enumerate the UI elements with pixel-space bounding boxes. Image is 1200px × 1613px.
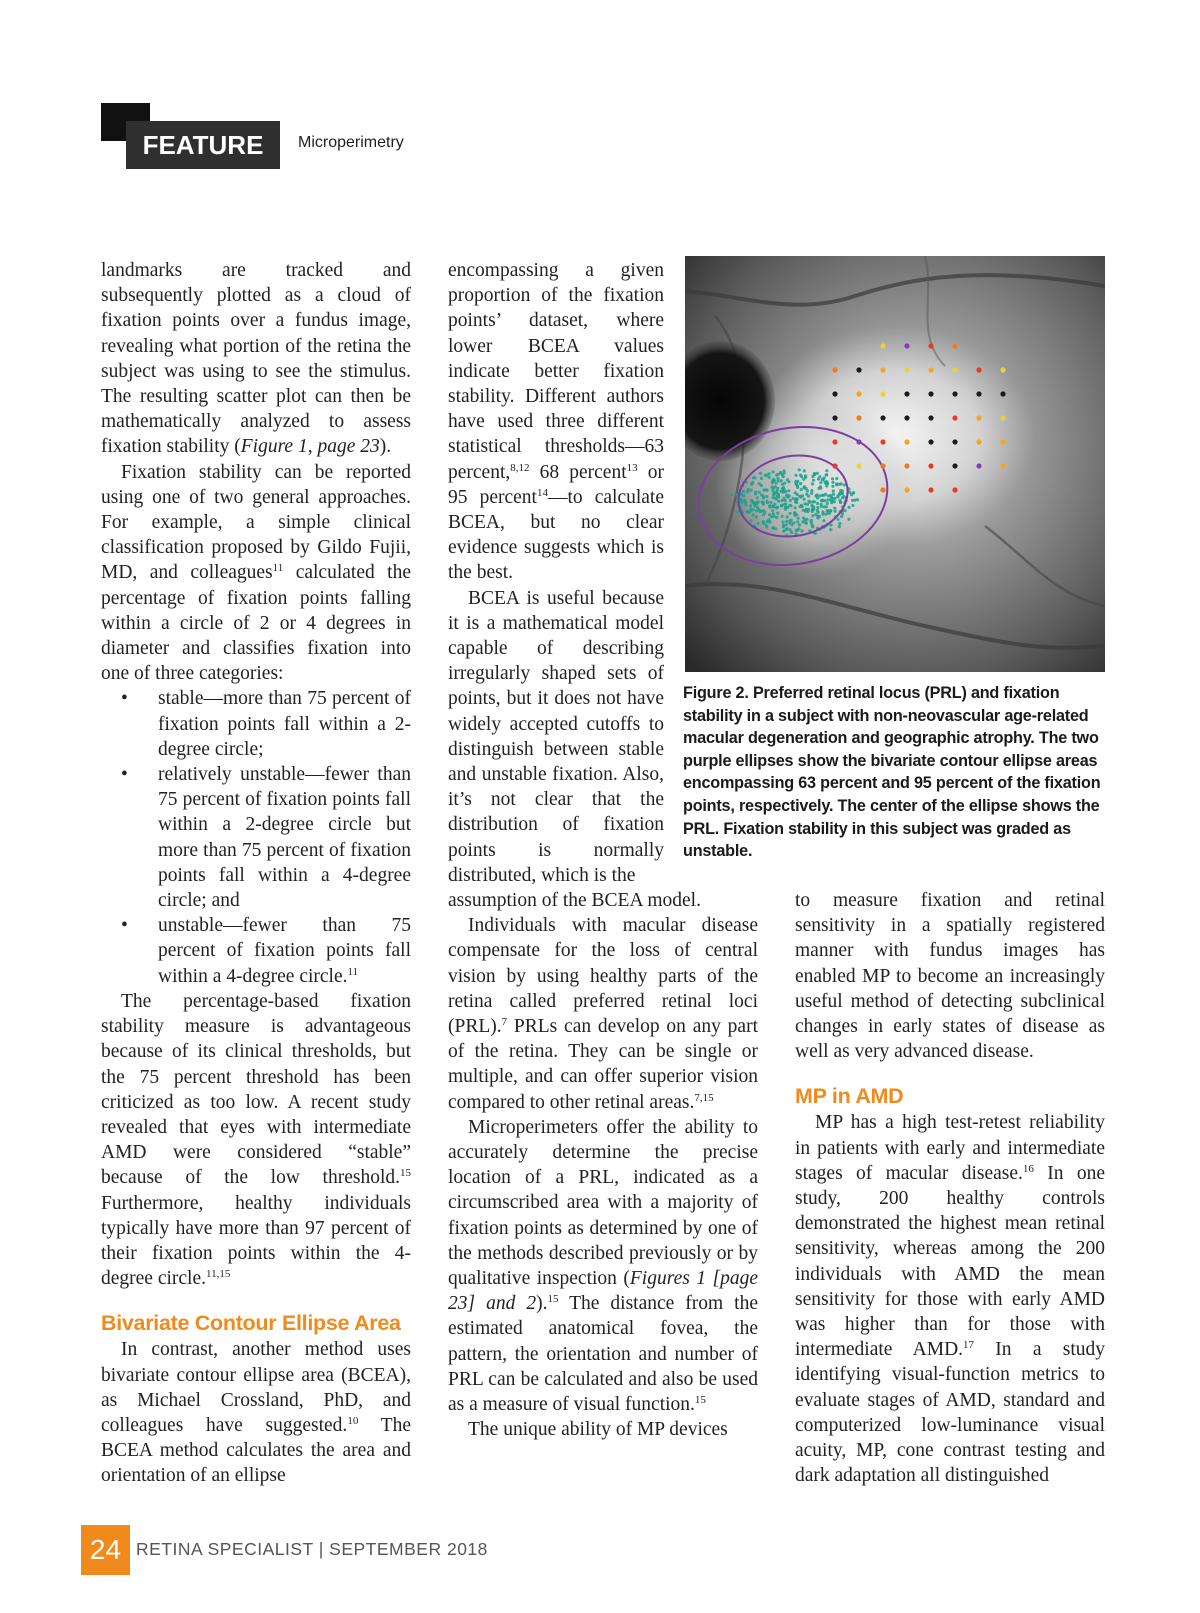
fixation-point bbox=[786, 527, 789, 530]
fixation-point bbox=[824, 493, 827, 496]
test-point bbox=[832, 439, 837, 444]
citation: 11 bbox=[272, 562, 284, 575]
fixation-point bbox=[818, 487, 821, 490]
list-item: • relatively unstable—fewer than 75 percent of fixation points fall within a 2-degree circle but more than 75 percent of fixation points fall within a 4-degree circle; and bbox=[101, 762, 411, 913]
fixation-categories-list bbox=[101, 686, 411, 988]
test-point bbox=[952, 391, 957, 396]
fixation-point bbox=[805, 522, 808, 525]
fixation-point bbox=[794, 474, 797, 477]
fixation-point bbox=[787, 496, 790, 499]
fixation-point bbox=[850, 493, 853, 496]
fixation-point bbox=[774, 497, 777, 500]
fixation-point bbox=[766, 500, 769, 503]
citation: 11,15 bbox=[206, 1268, 231, 1281]
fixation-point bbox=[811, 514, 814, 517]
test-point bbox=[904, 367, 909, 372]
paragraph: MP has a high test-retest reliability in patients with early and intermediate stages of macular disease.$^{16}$ In one study, 200 healthy controls demonstrated the highest mean retinal sensitivity, whereas among the 200 individuals with AMD the mean sensitivity for those with early AMD was higher than for those with intermediate AMD.$^{17}$ In a study identifying visual-function metrics to evaluate stages of AMD, standard and computerized low-luminance visual acuity, MP, cone contrast testing and dark adaptation all distinguished bbox=[795, 1112, 1105, 1487]
fixation-point bbox=[818, 494, 821, 497]
fixation-point bbox=[832, 490, 835, 493]
fixation-point bbox=[829, 509, 832, 512]
citation: 15 bbox=[694, 1394, 706, 1407]
test-point bbox=[976, 367, 981, 372]
fixation-point bbox=[811, 500, 814, 503]
fixation-point bbox=[805, 508, 808, 511]
fixation-point bbox=[799, 482, 802, 485]
fixation-point bbox=[775, 516, 778, 519]
fixation-point bbox=[765, 525, 768, 528]
test-point bbox=[1000, 391, 1005, 396]
test-point bbox=[856, 463, 861, 468]
fixation-point bbox=[824, 513, 827, 516]
fixation-point bbox=[825, 480, 828, 483]
citation: 7,15 bbox=[694, 1091, 714, 1104]
citation: 13 bbox=[626, 461, 638, 474]
fixation-point bbox=[751, 508, 754, 511]
fixation-point bbox=[766, 489, 769, 492]
fixation-point bbox=[771, 509, 774, 512]
fixation-point bbox=[803, 469, 806, 472]
fixation-point bbox=[756, 506, 759, 509]
fixation-point bbox=[776, 473, 779, 476]
fixation-point bbox=[838, 525, 841, 528]
fixation-point bbox=[744, 501, 747, 504]
fixation-point bbox=[796, 480, 799, 483]
fixation-point bbox=[782, 475, 785, 478]
fixation-point bbox=[775, 482, 778, 485]
fixation-point bbox=[816, 472, 819, 475]
fixation-point bbox=[772, 512, 775, 515]
fixation-point bbox=[841, 492, 844, 495]
fixation-point bbox=[795, 529, 798, 532]
fixation-point bbox=[823, 499, 826, 502]
fixation-point bbox=[810, 492, 813, 495]
fixation-point bbox=[840, 515, 843, 518]
fixation-point bbox=[747, 488, 750, 491]
fixation-point bbox=[806, 489, 809, 492]
test-point bbox=[976, 463, 981, 468]
fixation-point bbox=[760, 477, 763, 480]
fixation-point bbox=[826, 509, 829, 512]
fixation-point bbox=[753, 476, 756, 479]
fixation-point bbox=[842, 495, 845, 498]
fixation-point bbox=[810, 523, 813, 526]
fixation-point bbox=[784, 502, 787, 505]
test-point bbox=[976, 391, 981, 396]
citation: 10 bbox=[347, 1414, 359, 1427]
column-2-upper bbox=[448, 258, 664, 888]
fixation-point bbox=[782, 524, 785, 527]
test-point bbox=[880, 439, 885, 444]
paragraph: landmarks are tracked and subsequently plotted as a cloud of fixation points over a fundus image, revealing what portion of the retina the subject was using to see the stimulus. The resulting scatter plot can then be mathematically analyzed to assess fixation stability (Figure 1, page 23). bbox=[101, 260, 411, 458]
test-point bbox=[904, 391, 909, 396]
fixation-point bbox=[816, 509, 819, 512]
fixation-point bbox=[784, 499, 787, 502]
fixation-point bbox=[785, 523, 788, 526]
fixation-point bbox=[831, 477, 834, 480]
fixation-point bbox=[821, 478, 824, 481]
fixation-point bbox=[847, 518, 850, 521]
fixation-point bbox=[763, 511, 766, 514]
citation: 7 bbox=[501, 1016, 508, 1029]
fixation-point bbox=[840, 482, 843, 485]
fixation-point bbox=[787, 480, 790, 483]
test-point bbox=[832, 415, 837, 420]
fixation-point bbox=[836, 518, 839, 521]
test-point bbox=[928, 463, 933, 468]
test-point bbox=[928, 367, 933, 372]
fixation-point bbox=[811, 482, 814, 485]
fixation-point bbox=[782, 521, 785, 524]
fixation-point bbox=[816, 502, 819, 505]
fixation-point bbox=[814, 513, 817, 516]
citation: 15 bbox=[400, 1167, 411, 1180]
feature-label: FEATURE bbox=[126, 121, 280, 169]
fixation-point bbox=[751, 500, 754, 503]
fixation-point bbox=[782, 489, 785, 492]
fixation-point bbox=[747, 511, 750, 514]
test-point bbox=[880, 487, 885, 492]
test-point bbox=[976, 415, 981, 420]
paragraph-continued: assumption of the BCEA model. bbox=[448, 890, 701, 911]
fixation-point bbox=[838, 522, 841, 525]
test-point bbox=[952, 343, 957, 348]
fixation-point bbox=[830, 499, 833, 502]
fixation-point bbox=[793, 514, 796, 517]
fixation-point bbox=[804, 518, 807, 521]
citation: 17 bbox=[963, 1339, 975, 1352]
column-1 bbox=[101, 258, 411, 1489]
fixation-point bbox=[829, 528, 832, 531]
fixation-point bbox=[802, 509, 805, 512]
test-point bbox=[880, 367, 885, 372]
paragraph: Fixation stability can be reported using one of two general approaches. For example, a simple clinical classification proposed by Gildo Fujii, MD, and colleagues$^{11}$ calculated the percentage of fixation points falling within a circle of 2 or 4 degrees in diameter and classifies fixation into one of three categories: bbox=[101, 461, 411, 685]
test-point bbox=[880, 343, 885, 348]
fixation-point bbox=[799, 474, 802, 477]
fixation-point bbox=[835, 477, 838, 480]
fixation-point bbox=[817, 477, 820, 480]
test-point bbox=[928, 391, 933, 396]
fundus-microperimetry-image bbox=[685, 256, 1105, 672]
fixation-point bbox=[768, 476, 771, 479]
test-point bbox=[880, 391, 885, 396]
fixation-point bbox=[798, 523, 801, 526]
fixation-point bbox=[777, 493, 780, 496]
test-point bbox=[928, 487, 933, 492]
fixation-point bbox=[844, 509, 847, 512]
fixation-point bbox=[772, 478, 775, 481]
citation: 8,12 bbox=[510, 461, 530, 474]
test-point bbox=[1000, 415, 1005, 420]
test-point bbox=[928, 415, 933, 420]
fixation-point bbox=[816, 516, 819, 519]
fixation-point bbox=[759, 472, 762, 475]
fixation-point bbox=[781, 515, 784, 518]
fixation-point bbox=[758, 482, 761, 485]
citation: 15 bbox=[547, 1293, 559, 1306]
fixation-point bbox=[847, 506, 850, 509]
test-point bbox=[952, 439, 957, 444]
fixation-point bbox=[739, 498, 742, 501]
citation: 11 bbox=[347, 965, 359, 978]
fixation-point bbox=[777, 477, 780, 480]
paragraph: In contrast, another method uses bivariate contour ellipse area (BCEA), as Michael Crossland, PhD, and colleagues have suggested.$^{10}$ The BCEA method calculates the area and orientation of an ellipse bbox=[101, 1339, 411, 1487]
test-point bbox=[1000, 463, 1005, 468]
test-point bbox=[904, 463, 909, 468]
fixation-point bbox=[789, 499, 792, 502]
citation: 14 bbox=[536, 486, 548, 499]
fixation-point bbox=[796, 520, 799, 523]
test-point bbox=[904, 343, 909, 348]
test-point bbox=[1000, 367, 1005, 372]
fixation-point bbox=[826, 498, 829, 501]
test-point bbox=[856, 415, 861, 420]
fixation-point bbox=[776, 487, 779, 490]
fixation-point bbox=[789, 512, 792, 515]
fixation-point bbox=[829, 494, 832, 497]
paragraph: BCEA is useful because it is a mathematical model capable of describing irregularly shaped sets of points, but it does not have widely accepted cutoffs to distinguish between stable and unstable fixation. Also, it’s not clear that the distribution of fixation points is normally distributed, which is the bbox=[448, 587, 664, 886]
fixation-point bbox=[789, 504, 792, 507]
fixation-point bbox=[769, 501, 772, 504]
fixation-point bbox=[804, 474, 807, 477]
test-point bbox=[904, 415, 909, 420]
test-point bbox=[952, 487, 957, 492]
fixation-point bbox=[831, 481, 834, 484]
test-point bbox=[928, 343, 933, 348]
fixation-point bbox=[776, 512, 779, 515]
fixation-point bbox=[742, 494, 745, 497]
fixation-point bbox=[763, 488, 766, 491]
fixation-point bbox=[787, 489, 790, 492]
fixation-point bbox=[803, 485, 806, 488]
fixation-point bbox=[750, 482, 753, 485]
citation: 16 bbox=[1022, 1162, 1034, 1175]
figure-caption: Figure 2. Preferred retinal locus (PRL) and fixation stability in a subject with non-neovascular age-related macular degeneration and geographic atrophy. The two purple ellipses show the bivariate contour ellipse areas encompassing 63 percent and 95 percent of the fixation points, respectively. The center of the ellipse shows the PRL. Fixation stability in this subject was graded as unstable. bbox=[683, 684, 1101, 861]
test-point bbox=[856, 367, 861, 372]
fixation-point bbox=[770, 515, 773, 518]
fixation-point bbox=[795, 483, 798, 486]
fixation-point bbox=[757, 522, 760, 525]
fixation-point bbox=[766, 520, 769, 523]
fixation-point bbox=[794, 506, 797, 509]
figure-reference: Figures 1 [page 23] and 2 bbox=[448, 1268, 759, 1315]
section-heading: MP in AMD bbox=[795, 1084, 904, 1109]
publication-footer: RETINA SPECIALIST | SEPTEMBER 2018 bbox=[136, 1539, 488, 1559]
fixation-point bbox=[798, 468, 801, 471]
fixation-point bbox=[833, 497, 836, 500]
test-point bbox=[976, 439, 981, 444]
fixation-point bbox=[772, 505, 775, 508]
fixation-point bbox=[762, 503, 765, 506]
fixation-point bbox=[797, 517, 800, 520]
fixation-point bbox=[781, 483, 784, 486]
test-point bbox=[1000, 439, 1005, 444]
fixation-point bbox=[816, 506, 819, 509]
fixation-point bbox=[779, 471, 782, 474]
fixation-point bbox=[794, 491, 797, 494]
fixation-point bbox=[812, 479, 815, 482]
paragraph: encompassing a given proportion of the fixation points’ dataset, where lower BCEA values indicate better fixation stability. Different authors have used three different statistical thresholds—63 percent,$^{8,12}$ 68 percent$^{13}$ or 95 percent$^{14}$—to calculate BCEA, but no clear evidence suggests which is the best. bbox=[448, 260, 664, 584]
fixation-point bbox=[759, 510, 762, 513]
fixation-point bbox=[773, 492, 776, 495]
list-item: • unstable—fewer than 75 percent of fixation points fall within a 4-degree circle.$^{11}$ bbox=[101, 913, 411, 989]
fixation-point bbox=[826, 502, 829, 505]
section-heading: Bivariate Contour Ellipse Area bbox=[101, 1311, 401, 1336]
fixation-point bbox=[765, 495, 768, 498]
fixation-point bbox=[825, 469, 828, 472]
paragraph: The unique ability of MP devices bbox=[468, 1419, 728, 1441]
list-item: • stable—more than 75 percent of fixation points fall within a 2-degree circle; bbox=[101, 686, 411, 762]
fixation-point bbox=[801, 529, 804, 532]
fixation-point bbox=[807, 495, 810, 498]
fixation-point bbox=[780, 504, 783, 507]
fixation-point bbox=[780, 479, 783, 482]
fixation-point bbox=[754, 491, 757, 494]
fixation-point bbox=[796, 486, 799, 489]
fixation-point bbox=[806, 503, 809, 506]
fixation-point bbox=[783, 469, 786, 472]
fixation-point bbox=[834, 510, 837, 513]
fixation-point bbox=[839, 501, 842, 504]
fixation-point bbox=[811, 510, 814, 513]
fixation-point bbox=[750, 519, 753, 522]
fixation-point bbox=[762, 521, 765, 524]
fixation-point bbox=[833, 507, 836, 510]
fixation-point bbox=[819, 481, 822, 484]
test-point bbox=[880, 463, 885, 468]
fixation-point bbox=[789, 528, 792, 531]
fixation-point bbox=[781, 499, 784, 502]
fixation-point bbox=[749, 504, 752, 507]
fixation-point bbox=[755, 515, 758, 518]
fixation-point bbox=[758, 491, 761, 494]
fixation-point bbox=[772, 526, 775, 529]
section-label: Microperimetry bbox=[298, 134, 404, 151]
fixation-point bbox=[813, 472, 816, 475]
fixation-point bbox=[762, 496, 765, 499]
fixation-point bbox=[800, 504, 803, 507]
test-point bbox=[856, 391, 861, 396]
fixation-point bbox=[765, 474, 768, 477]
fixation-point bbox=[792, 521, 795, 524]
fixation-point bbox=[750, 489, 753, 492]
fixation-point bbox=[777, 500, 780, 503]
fixation-point bbox=[756, 496, 759, 499]
fixation-point bbox=[838, 493, 841, 496]
fixation-point bbox=[792, 497, 795, 500]
paragraph: The percentage-based fixation stability measure is advantageous because of its clinical thresholds, but the 75 percent threshold has been criticized as too low. A recent study revealed that eyes with intermediate AMD were considered “stable” because of the low threshold.$^{15}$ Furthermore, healthy individuals typically have more than 97 percent of their fixation points within the 4-degree circle.$^{11,15}$ bbox=[101, 990, 411, 1290]
fixation-point bbox=[851, 504, 854, 507]
test-point bbox=[904, 487, 909, 492]
fixation-point bbox=[786, 515, 789, 518]
fixation-point bbox=[810, 519, 813, 522]
test-point bbox=[952, 367, 957, 372]
fixation-point bbox=[822, 519, 825, 522]
fixation-point bbox=[831, 485, 834, 488]
fixation-point bbox=[730, 493, 733, 496]
test-point bbox=[952, 463, 957, 468]
fixation-point bbox=[803, 498, 806, 501]
paragraph: Microperimeters offer the ability to accurately determine the precise location of a PRL, indicated as a circumscribed area with a majority of fixation points as determined by one of the methods described previously or by qualitative inspection (Figures 1 [page 23] and 2).$^{15}$ The distance from the estimated anatomical fovea, the pattern, the orientation and number of PRL can be calculated and also be used as a measure of visual function.$^{15}$ bbox=[448, 1116, 759, 1416]
fixation-point bbox=[800, 488, 803, 491]
fixation-point bbox=[843, 483, 846, 486]
test-point bbox=[832, 463, 837, 468]
fixation-point bbox=[835, 482, 838, 485]
fixation-point bbox=[821, 510, 824, 513]
fixation-point bbox=[825, 473, 828, 476]
fixation-point bbox=[853, 499, 856, 502]
fixation-point bbox=[807, 500, 810, 503]
test-point bbox=[952, 415, 957, 420]
column-2-lower bbox=[448, 888, 758, 1442]
fixation-point bbox=[799, 495, 802, 498]
fixation-point bbox=[772, 470, 775, 473]
fixation-point bbox=[810, 489, 813, 492]
paragraph: Individuals with macular disease compensate for the loss of central vision by using healthy parts of the retina called preferred retinal loci (PRL).$^7$ PRLs can develop on any part of the retina. They can be single or multiple, and can offer superior vision compared to other retinal areas.$^{7,15}$ bbox=[448, 915, 758, 1113]
fixation-point bbox=[785, 520, 788, 523]
figure-reference: Figure 1, page 23 bbox=[240, 436, 380, 458]
fixation-point bbox=[795, 497, 798, 500]
test-point bbox=[928, 439, 933, 444]
fixation-point bbox=[820, 505, 823, 508]
test-point bbox=[856, 439, 861, 444]
page-number: 24 bbox=[81, 1525, 130, 1575]
test-point bbox=[880, 415, 885, 420]
fixation-point bbox=[772, 487, 775, 490]
fixation-point bbox=[742, 490, 745, 493]
paragraph: to measure fixation and retinal sensitivity in a spatially registered manner with fundus images has enabled MP to become an increasingly useful method of detecting subclinical changes in early states of disease as well as very advanced disease. bbox=[795, 890, 1105, 1063]
test-point bbox=[904, 439, 909, 444]
fixation-point bbox=[823, 505, 826, 508]
fixation-point bbox=[736, 510, 739, 513]
fixation-point bbox=[752, 513, 755, 516]
fixation-point bbox=[820, 499, 823, 502]
column-3 bbox=[795, 888, 1105, 1488]
fixation-point bbox=[789, 519, 792, 522]
test-point bbox=[832, 367, 837, 372]
test-point bbox=[832, 391, 837, 396]
